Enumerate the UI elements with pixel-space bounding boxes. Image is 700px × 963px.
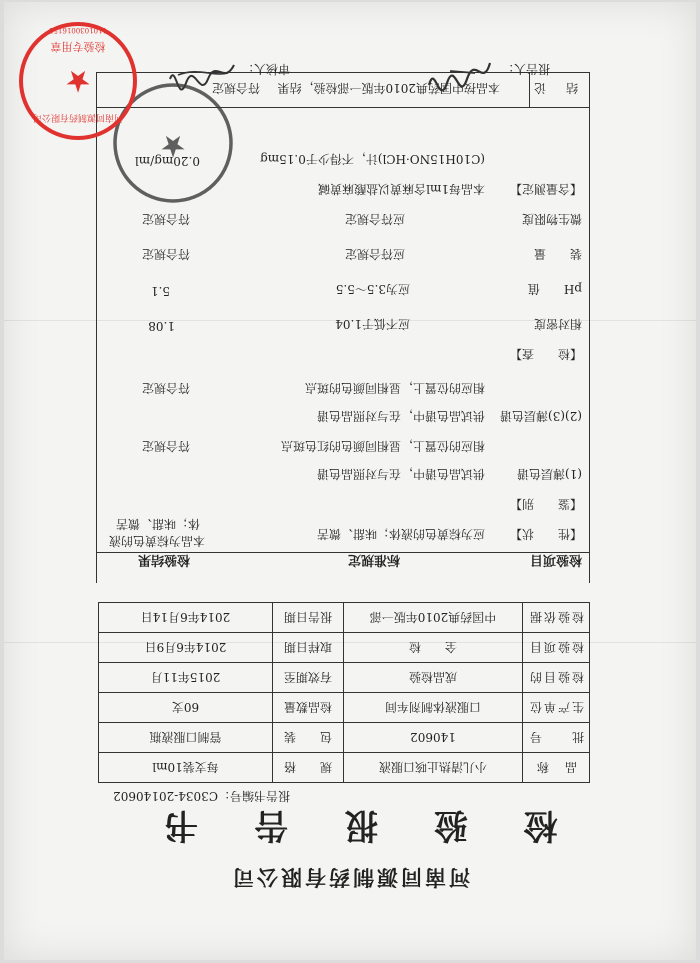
assay-result: 0.20mg/ml: [134, 154, 200, 168]
tlc23-standard-2: 相应的位置上，显相同颜色的斑点: [304, 381, 485, 395]
appearance-standard: 应为棕黄色的液体；味甜、微苦: [316, 527, 485, 541]
fill-result: 符合规定: [141, 247, 190, 261]
assay-standard-2: (C10H15NO·HCl)计，不得少于0.15mg: [260, 152, 485, 166]
basis-value: 中国药典2010年版一部: [344, 603, 523, 633]
qty-label: 检品数量: [273, 693, 344, 723]
purpose-value: 成品检验: [344, 663, 523, 693]
conclusion-label: 结 论: [529, 81, 578, 95]
tlc1-label: (1)薄层色谱: [517, 467, 582, 481]
appearance-result-1: 本品为棕黄色的液: [108, 534, 205, 548]
report-number: 报告书编号：C3034-20140602: [113, 789, 290, 803]
company-seal-icon: [15, 14, 140, 143]
ph-result: 5.1: [150, 284, 170, 298]
expiry-label: 有效期至: [273, 663, 344, 693]
stamp-sub: 检验专用章: [50, 40, 106, 53]
stamp-serial: 4101030016153: [49, 26, 107, 34]
purpose-label: 检验目的: [523, 663, 590, 693]
table-row: [99, 603, 590, 633]
tlc1-standard-1: 供试品色谱中，在与对照品色谱: [316, 467, 485, 481]
package-value: 管制口服液瓶: [99, 723, 273, 753]
svg-text:★: ★: [159, 128, 187, 163]
package-label: 包 装: [273, 723, 344, 753]
sample-date-label: 取样日期: [273, 633, 344, 663]
appearance-result-2: 体；味甜、微苦: [115, 517, 200, 531]
fill-label: 装 量: [533, 247, 582, 261]
name-label: 品 称: [523, 753, 590, 783]
results-header-standard: 标准规定: [347, 552, 400, 567]
basis-label: 检验依据: [523, 603, 590, 633]
table-row: [99, 723, 590, 753]
company-name: 河南同源制药有限公司: [230, 865, 470, 890]
results-header-result: 检验结果: [137, 552, 190, 567]
item-label: 检验项目: [523, 633, 590, 663]
tlc23-label: (2)(3)薄层色谱: [500, 409, 582, 423]
spec-label: 规 格: [273, 753, 344, 783]
results-header-item: 检验项目: [529, 552, 582, 567]
report-date-label: 报告日期: [273, 603, 344, 633]
table-row: [99, 693, 590, 723]
micro-standard: 应符合规定: [344, 212, 405, 226]
appearance-label: 【性 状】: [509, 527, 582, 541]
check-label: 【检 查】: [509, 347, 582, 361]
tlc23-result: 符合规定: [141, 381, 190, 395]
table-row: [99, 633, 590, 663]
density-standard: 应不低于1.04: [335, 317, 410, 331]
reporter-label: 报告人：: [501, 62, 550, 76]
tlc1-result: 符合规定: [141, 439, 190, 453]
name-value: 小儿清热止咳口服液: [344, 753, 523, 783]
reporter-signature: [425, 46, 495, 93]
density-label: 相对密度: [533, 317, 582, 331]
micro-result: 符合规定: [141, 212, 190, 226]
document-title: 检 验 报 告 书: [142, 805, 558, 845]
sample-info-table: [98, 602, 590, 783]
fill-standard: 应符合规定: [344, 247, 405, 261]
unit-label: 生产单位: [523, 693, 590, 723]
identification-label: 【鉴 别】: [509, 497, 582, 511]
stamp-text: 河南同源制药有限公司: [32, 112, 124, 122]
report-date-value: 2014年6月14日: [99, 603, 273, 633]
item-value: 全 检: [344, 633, 523, 663]
svg-text:★: ★: [64, 63, 92, 98]
conclusion-text: 本品按中国药典2010年版一部检验，结果: [277, 81, 500, 95]
conclusion-tail: 符合规定: [211, 81, 260, 95]
tlc23-standard-1: 供试品色谱中，在与对照品色谱: [316, 409, 485, 423]
spec-value: 每支装10ml: [99, 753, 273, 783]
table-row: [99, 753, 590, 783]
ph-label: pH 值: [527, 282, 582, 296]
expiry-value: 2015年11月: [99, 663, 273, 693]
sample-date-value: 2014年6月9日: [99, 633, 273, 663]
unit-value: 口服液体制剂车间: [344, 693, 523, 723]
tlc1-standard-2: 相应的位置上，显相同颜色的红色斑点: [280, 439, 485, 453]
ph-standard: 应为3.5～5.5: [335, 282, 410, 296]
reviewer-label: 审核人：: [241, 62, 290, 76]
table-row: [99, 663, 590, 693]
qty-value: 60支: [99, 693, 273, 723]
micro-label: 微生物限度: [521, 212, 582, 226]
batch-value: 140602: [344, 723, 523, 753]
assay-label: 【含量测定】: [509, 182, 582, 196]
batch-label: 批 号: [523, 723, 590, 753]
assay-standard-1: 本品每1ml含麻黄以盐酸麻黄碱: [318, 182, 485, 196]
density-result: 1.08: [148, 319, 175, 333]
